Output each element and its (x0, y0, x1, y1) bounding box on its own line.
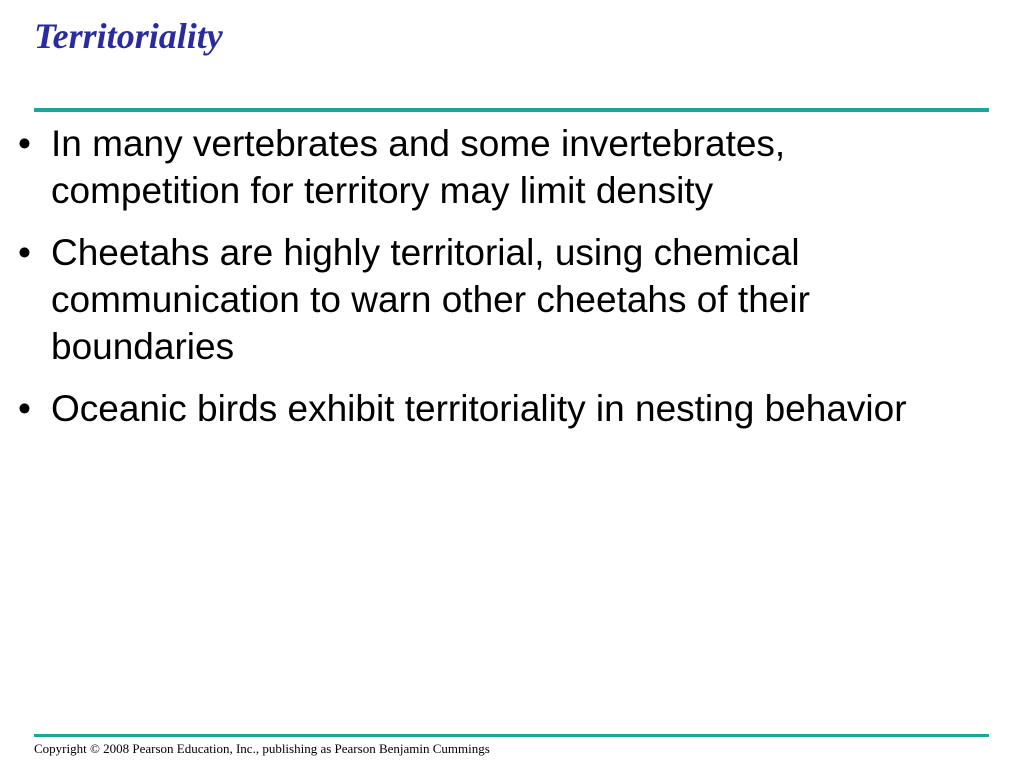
bullet-text: Cheetahs are highly territorial, using chemical communication to warn other cheetahs of their boundaries (51, 232, 810, 367)
bullet-item (18, 229, 958, 370)
slide-title: Territoriality (34, 16, 223, 56)
footer-divider (34, 734, 989, 737)
bullet-icon: • (18, 232, 31, 273)
bullet-item (18, 385, 958, 432)
bullet-list (18, 120, 958, 447)
bullet-icon: • (18, 123, 31, 164)
bullet-text: In many vertebrates and some invertebrates, competition for territory may limit density (51, 123, 786, 211)
copyright-notice: Copyright © 2008 Pearson Education, Inc., publishing as Pearson Benjamin Cummings (34, 741, 490, 756)
title-divider (34, 108, 989, 112)
bullet-text: Oceanic birds exhibit territoriality in nesting behavior (51, 388, 907, 429)
bullet-icon: • (18, 388, 31, 429)
bullet-item (18, 120, 958, 214)
